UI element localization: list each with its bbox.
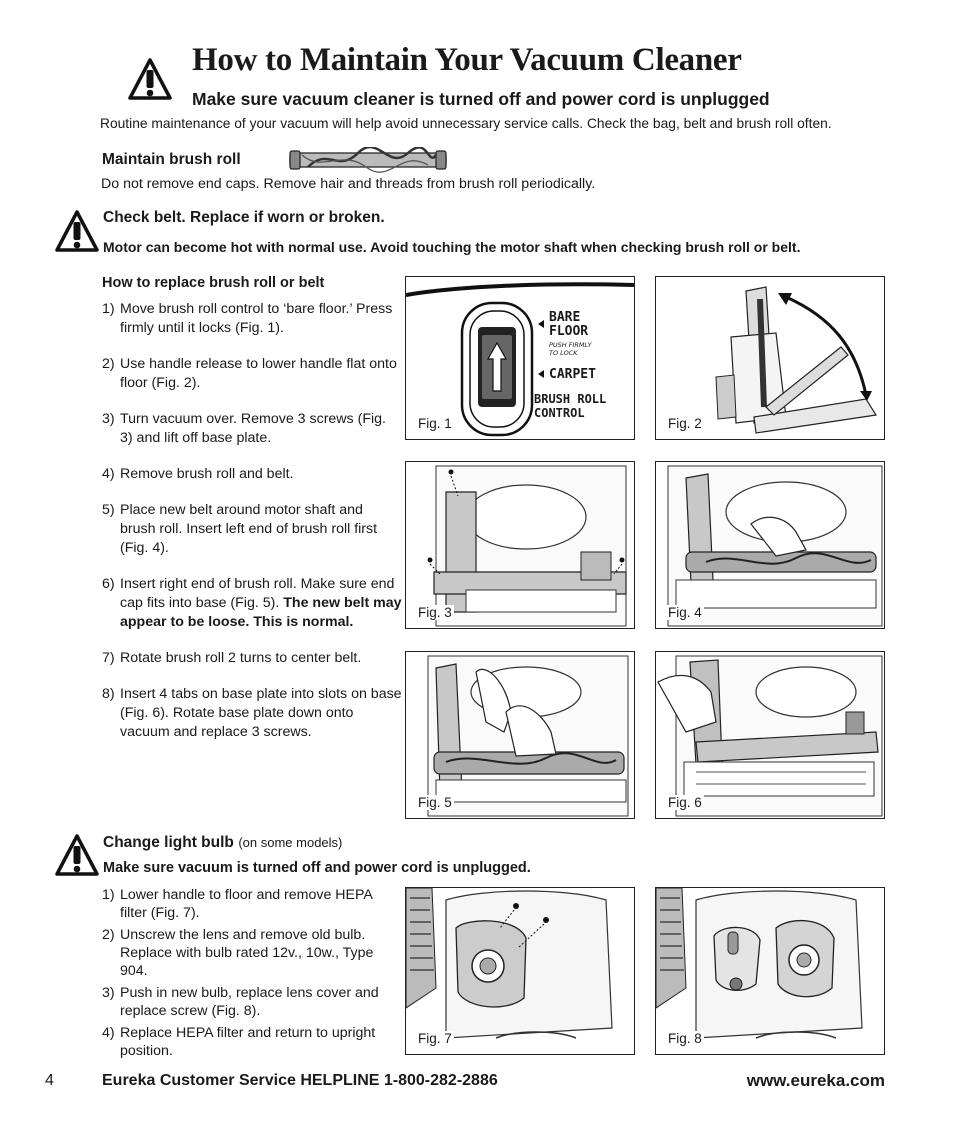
bare-floor-label: BARE FLOOR — [549, 310, 589, 339]
belt-warning: Motor can become hot with normal use. Avoid touching the motor shaft when checking brush roll or belt. — [103, 239, 801, 255]
belt-heading: Check belt. Replace if worn or broken. — [103, 209, 385, 226]
page-subtitle: Make sure vacuum cleaner is turned off and power cord is unplugged — [192, 89, 770, 109]
figure-7 — [405, 887, 635, 1055]
bulb-heading: Change light bulb — [103, 834, 234, 851]
brush-roll-control-label: BRUSH ROLL CONTROL — [534, 392, 607, 420]
website-link[interactable]: www.eureka.com — [746, 1071, 885, 1090]
page-title: How to Maintain Your Vacuum Cleaner — [192, 42, 742, 78]
helpline-text: Eureka Customer Service HELPLINE 1-800-282-2886 — [102, 1072, 498, 1089]
figure-label: Fig. 5 — [418, 795, 452, 810]
list-item: 4) Replace HEPA filter and return to upright position. — [102, 1025, 376, 1059]
insert-brush-roll-illustration — [656, 462, 885, 629]
brush-roll-icon — [288, 147, 448, 173]
list-item: 3) Push in new bulb, replace lens cover and replace screw (Fig. 8). — [102, 985, 379, 1019]
page-number: 4 — [45, 1072, 54, 1089]
list-item: 4) Remove brush roll and belt. — [102, 466, 294, 482]
brush-roll-heading: Maintain brush roll — [102, 151, 241, 168]
figure-label: Fig. 2 — [668, 416, 702, 431]
warning-triangle-icon — [54, 832, 100, 878]
figure-2 — [655, 276, 885, 440]
push-firmly-label: PUSH FIRMLY TO LOCK — [549, 341, 592, 357]
figure-label: Fig. 7 — [418, 1031, 452, 1046]
figure-label: Fig. 4 — [668, 605, 702, 620]
belt-steps — [102, 300, 402, 742]
base-plate-tabs-illustration — [656, 652, 885, 819]
hepa-filter-illustration — [406, 888, 635, 1055]
carpet-label: CARPET — [549, 367, 596, 382]
list-item: 1) Move brush roll control to ‘bare floor.’ Press firmly until it locks (Fig. 1). — [102, 301, 393, 336]
figure-5 — [405, 651, 635, 819]
list-item: 5) Place new belt around motor shaft and brush roll. Insert left end of brush roll first (Fig. 4). — [102, 502, 378, 556]
replace-subheading: How to replace brush roll or belt — [102, 275, 325, 291]
warning-triangle-icon — [54, 208, 100, 254]
warning-triangle-icon — [127, 56, 173, 102]
figure-label: Fig. 8 — [668, 1031, 702, 1046]
bulb-replacement-illustration — [656, 888, 885, 1055]
bulb-warning: Make sure vacuum is turned off and power cord is unplugged. — [103, 860, 531, 876]
list-item: 7) Rotate brush roll 2 turns to center belt. — [102, 650, 362, 666]
list-item: 3) Turn vacuum over. Remove 3 screws (Fig. 3) and lift off base plate. — [102, 411, 386, 446]
figure-1 — [405, 276, 635, 440]
list-item: 1) Lower handle to floor and remove HEPA filter (Fig. 7). — [102, 887, 373, 921]
bulb-heading-line — [103, 834, 342, 852]
base-plate-screws-illustration — [406, 462, 635, 629]
figure-8 — [655, 887, 885, 1055]
intro-text: Routine maintenance of your vacuum will help avoid unnecessary service calls. Check the bag, belt and brush roll often. — [100, 116, 832, 131]
list-item: 6) Insert right end of brush roll. Make sure end cap fits into base (Fig. 5). The new belt may appear to be loose. This is normal. — [102, 576, 402, 630]
list-item: 8) Insert 4 tabs on base plate into slots on base (Fig. 6). Rotate base plate down onto vacuum and replace 3 screws. — [102, 686, 402, 740]
list-item: 2) Use handle release to lower handle flat onto floor (Fig. 2). — [102, 356, 397, 391]
list-item: 2) Unscrew the lens and remove old bulb. Replace with bulb rated 12v., 10w., Type 904. — [102, 927, 374, 979]
figure-label: Fig. 1 — [418, 416, 452, 431]
bulb-heading-note: (on some models) — [238, 835, 343, 850]
figure-4 — [655, 461, 885, 629]
end-cap-illustration — [406, 652, 635, 819]
brush-roll-text: Do not remove end caps. Remove hair and threads from brush roll periodically. — [101, 176, 596, 192]
figure-label: Fig. 6 — [668, 795, 702, 810]
figure-label: Fig. 3 — [418, 605, 452, 620]
bulb-steps — [102, 886, 402, 1060]
figure-3 — [405, 461, 635, 629]
figure-6 — [655, 651, 885, 819]
